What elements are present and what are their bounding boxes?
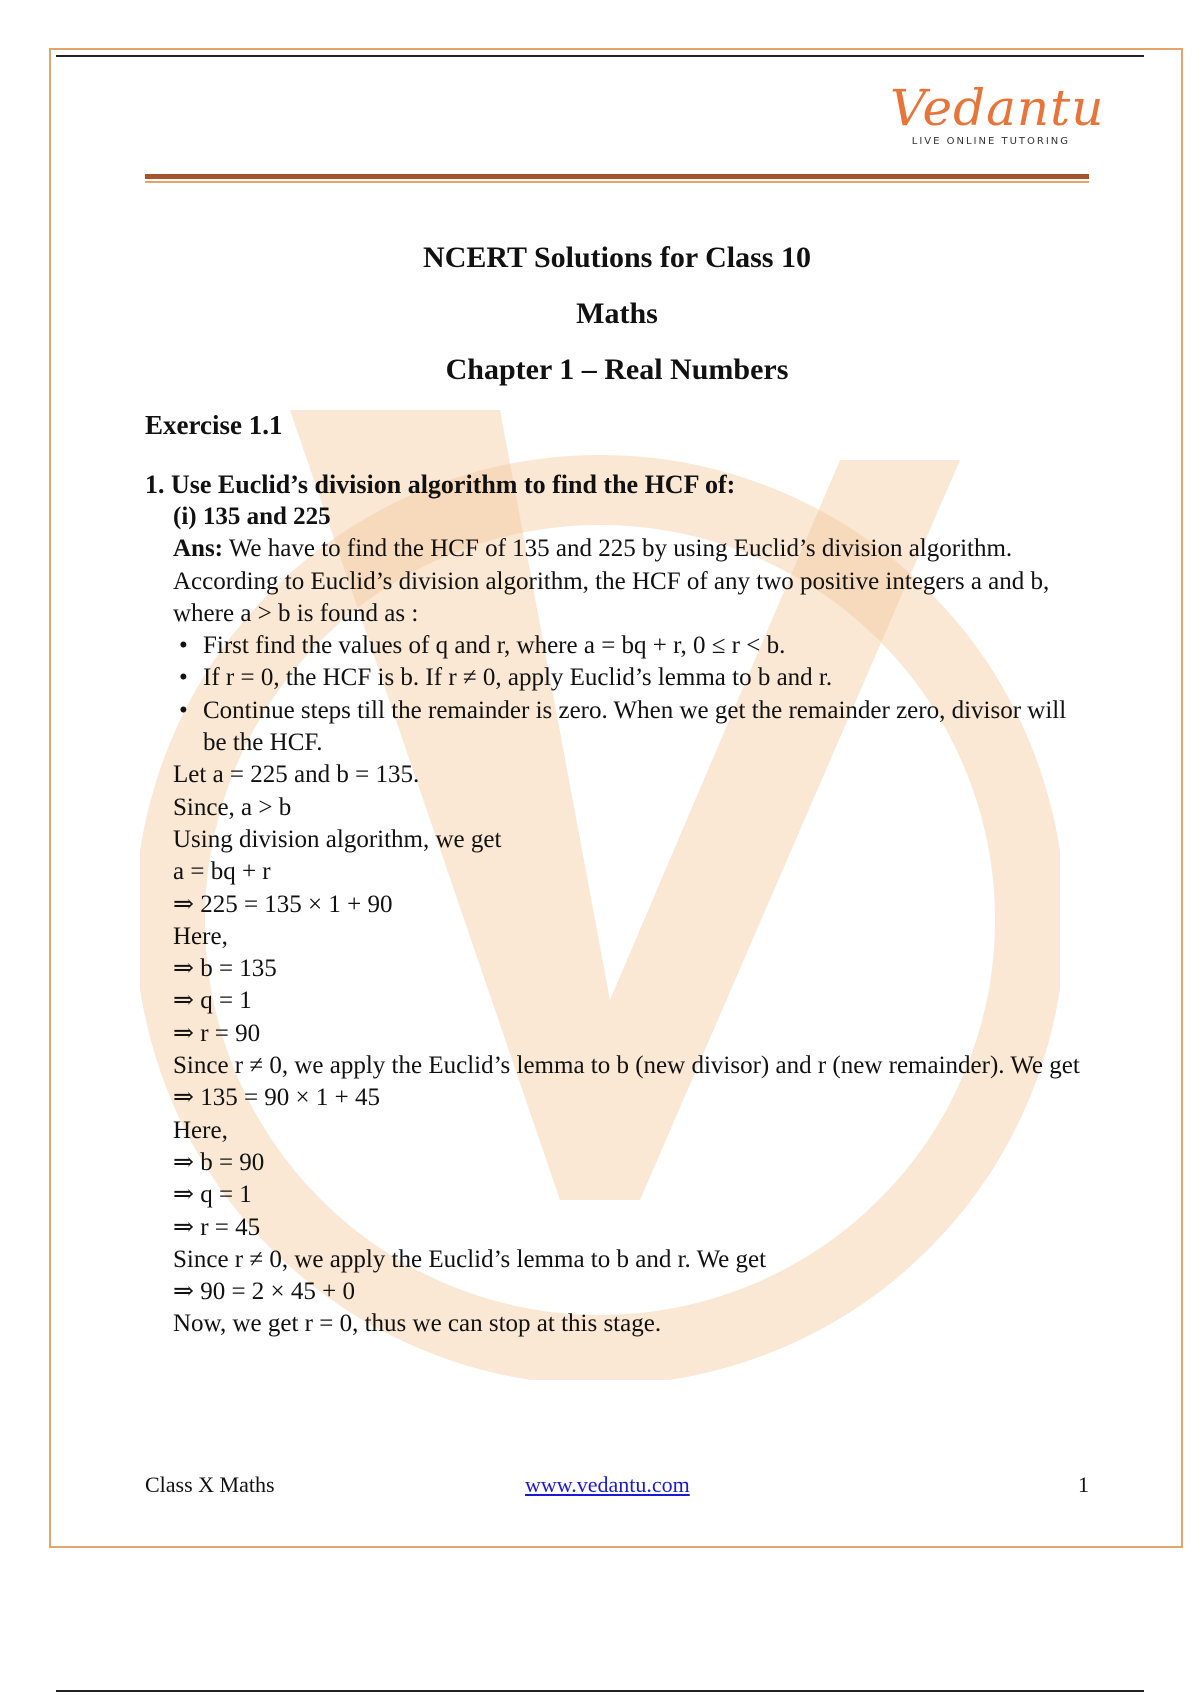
list-item: • First find the values of q and r, where a = bq + r, 0 ≤ r < b. (179, 632, 786, 660)
logo-tagline: LIVE ONLINE TUTORING (911, 136, 1070, 147)
algorithm-steps (145, 630, 1089, 759)
header-rule-light (145, 181, 1089, 183)
ans-label: Ans: (173, 535, 224, 563)
doc-subject: Maths (576, 297, 658, 330)
question-part: (i) 135 and 225 (173, 503, 331, 530)
doc-chapter: Chapter 1 – Real Numbers (445, 353, 789, 386)
list-item: • If r = 0, the HCF is b. If r ≠ 0, apply Euclid’s lemma to b and r. (179, 664, 833, 692)
vedantu-logo (890, 79, 1105, 162)
question-title: 1. Use Euclid’s division algorithm to find the HCF of: (145, 470, 736, 499)
algorithm-intro: According to Euclid’s division algorithm, the HCF of any two positive integers a and b, where a > b is found as : (173, 567, 1050, 627)
list-item: • Continue steps till the remainder is zero. When we get the remainder zero, divisor will be the HCF. (179, 696, 1067, 757)
step-line: Now, we get r = 0, thus we can stop at this stage. (173, 1310, 662, 1338)
step-line: a = bq + r (173, 858, 271, 886)
step-line: ⇒ q = 1 (173, 1181, 252, 1209)
footer-class-label: Class X Maths (145, 1472, 275, 1497)
working-steps (145, 759, 1089, 1340)
page-footer (145, 1472, 1089, 1506)
step-line: ⇒ 225 = 135 × 1 + 90 (173, 890, 393, 918)
footer-website-link[interactable]: www.vedantu.com (525, 1472, 690, 1497)
step-line: Here, (173, 922, 228, 950)
doc-title: NCERT Solutions for Class 10 (423, 241, 811, 274)
page-number: 1 (1078, 1472, 1089, 1497)
step-line: Since, a > b (173, 793, 292, 821)
answer-intro (173, 533, 1089, 565)
step-line: ⇒ b = 135 (173, 955, 277, 983)
bottom-rule (56, 1690, 1144, 1692)
step-line: Using division algorithm, we get (173, 825, 502, 853)
step-line: Let a = 225 and b = 135. (173, 761, 420, 789)
header-rule-dark (145, 174, 1089, 179)
step-line: Since r ≠ 0, we apply the Euclid’s lemma to b and r. We get (173, 1245, 767, 1273)
step-line: ⇒ q = 1 (173, 987, 252, 1015)
step-line: ⇒ 135 = 90 × 1 + 45 (173, 1084, 380, 1112)
step-line: ⇒ 90 = 2 × 45 + 0 (173, 1278, 355, 1306)
step-line: ⇒ r = 45 (173, 1213, 261, 1241)
document-header (145, 230, 1089, 398)
logo-wordmark: Vedantu (890, 79, 1105, 137)
ans-text: We have to find the HCF of 135 and 225 by using Euclid’s division algorithm. (228, 535, 1013, 563)
step-line: ⇒ r = 90 (173, 1019, 261, 1047)
exercise-heading: Exercise 1.1 (145, 410, 283, 440)
answer-body (145, 501, 1089, 630)
solution-content (145, 410, 1089, 1341)
step-line: Since r ≠ 0, we apply the Euclid’s lemma to b (new divisor) and r (new remainder). We get (173, 1052, 1080, 1080)
step-line: Here, (173, 1116, 228, 1144)
step-line: ⇒ b = 90 (173, 1148, 265, 1176)
